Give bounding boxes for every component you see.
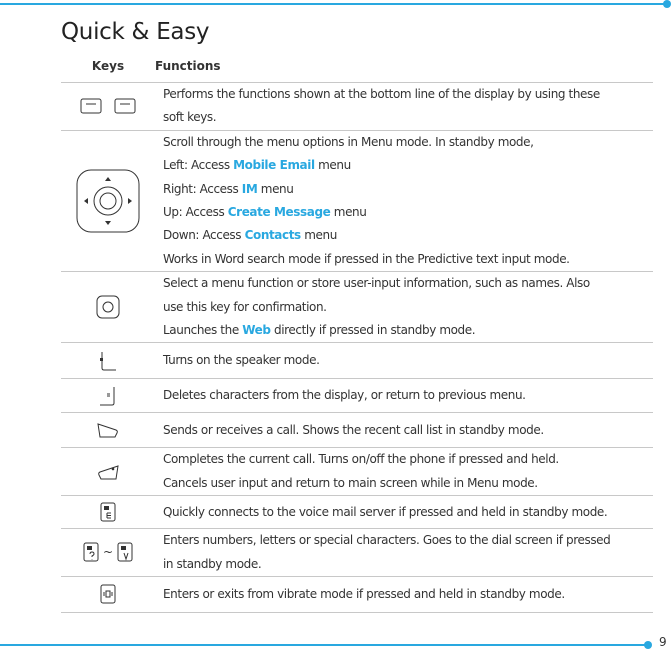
bottom-rule-dot	[644, 641, 652, 649]
function-cell	[155, 413, 653, 448]
function-text-line	[163, 83, 653, 106]
function-text: Deletes characters from the display, or return to previous menu.	[163, 388, 526, 403]
function-text-line	[163, 178, 653, 201]
function-text-line	[163, 529, 653, 552]
function-text-line	[163, 272, 653, 295]
function-text: Left: Access	[163, 158, 234, 173]
function-text: directly if pressed in standby mode.	[270, 323, 476, 338]
function-cell	[155, 496, 653, 529]
menu-name-highlight: Web	[242, 323, 271, 338]
functions-header: Functions	[155, 59, 221, 74]
key-cell	[61, 577, 155, 613]
voicemail-key-icon	[100, 505, 116, 519]
function-text: soft keys.	[163, 110, 217, 125]
function-text-line	[163, 501, 653, 524]
function-text: Enters numbers, letters or special characters. Goes to the dial screen if pressed	[163, 533, 611, 548]
end-key-icon	[97, 464, 119, 478]
function-text: Cancels user input and return to main screen while in Menu mode.	[163, 475, 538, 490]
function-text-line	[163, 201, 653, 224]
function-cell	[155, 343, 653, 379]
function-text: Right: Access	[163, 181, 242, 196]
function-text: Completes the current call. Turns on/off the phone if pressed and held.	[163, 452, 559, 467]
function-text: Works in Word search mode if pressed in the Predictive text input mode.	[163, 251, 570, 266]
function-text: Launches the	[163, 323, 243, 338]
table-row	[61, 496, 653, 529]
table-row	[61, 413, 653, 448]
function-cell	[155, 272, 653, 343]
function-text-line	[163, 419, 653, 442]
key-cell	[61, 413, 155, 448]
function-text-line	[163, 154, 653, 177]
top-rule	[0, 3, 667, 5]
table-row	[61, 130, 653, 271]
vibrate-key-icon	[100, 587, 116, 601]
function-text-line	[163, 106, 653, 129]
function-text: Select a menu function or store user-input information, such as names. Also	[163, 276, 590, 291]
function-text: Up: Access	[163, 205, 228, 220]
page-number: 9	[659, 635, 667, 649]
function-text: Enters or exits from vibrate mode if pressed and held in standby mode.	[163, 586, 565, 601]
key-cell	[61, 83, 155, 131]
table-row	[61, 529, 653, 577]
menu-name-highlight: Create Message	[227, 205, 331, 220]
function-text-line	[163, 131, 653, 154]
top-rule-dot	[663, 0, 671, 8]
function-cell	[155, 130, 653, 271]
function-text-line	[163, 296, 653, 319]
function-text-line	[163, 384, 653, 407]
key-cell	[61, 343, 155, 379]
navigation-keys-icon	[75, 194, 141, 208]
table-row	[61, 577, 653, 613]
function-cell	[155, 83, 653, 131]
table-row	[61, 272, 653, 343]
table-row	[61, 379, 653, 413]
function-text: menu	[314, 158, 351, 173]
function-text: menu	[257, 181, 294, 196]
key-cell	[61, 272, 155, 343]
function-text-line	[163, 319, 653, 342]
menu-name-highlight: Contacts	[244, 228, 301, 243]
alphanumeric-start-icon	[83, 545, 99, 559]
speaker-key-icon	[99, 353, 117, 367]
function-text: in standby mode.	[163, 556, 262, 571]
function-text-line	[163, 224, 653, 247]
function-cell	[155, 379, 653, 413]
send-key-icon	[97, 423, 119, 437]
key-cell	[61, 529, 155, 577]
keys-functions-table	[61, 52, 653, 613]
function-text: Performs the functions shown at the bottom line of the display by using these	[163, 87, 600, 101]
table-row	[61, 83, 653, 131]
function-text: Turns on the speaker mode.	[163, 353, 320, 368]
page-title: Quick & Easy	[61, 19, 210, 45]
function-text: Sends or receives a call. Shows the recent call list in standby mode.	[163, 422, 544, 437]
function-text: Down: Access	[163, 228, 245, 243]
bottom-rule	[0, 644, 648, 646]
menu-name-highlight: IM	[241, 181, 258, 196]
function-text-line	[163, 553, 653, 576]
key-cell	[61, 379, 155, 413]
alphanumeric-end-icon	[117, 545, 133, 559]
function-text-line	[163, 349, 653, 372]
range-separator: ~	[102, 544, 114, 559]
function-text: menu	[330, 205, 367, 220]
clear-key-icon	[99, 388, 117, 402]
key-cell	[61, 130, 155, 271]
function-text: Quickly connects to the voice mail server if pressed and held in standby mode.	[163, 504, 608, 519]
function-text: use this key for confirmation.	[163, 299, 327, 314]
ok-key-icon	[96, 300, 120, 314]
function-text-line	[163, 448, 653, 471]
function-text: menu	[300, 228, 337, 243]
function-cell	[155, 577, 653, 613]
function-text: Scroll through the menu options in Menu mode. In standby mode,	[163, 134, 534, 149]
table-row	[61, 343, 653, 379]
function-cell	[155, 448, 653, 496]
keys-header: Keys	[91, 59, 125, 74]
function-text-line	[163, 472, 653, 495]
table-row	[61, 448, 653, 496]
function-cell	[155, 529, 653, 577]
key-cell	[61, 448, 155, 496]
menu-name-highlight: Mobile Email	[233, 158, 315, 173]
function-text-line	[163, 583, 653, 606]
function-text-line	[163, 248, 653, 271]
table-header-row	[61, 52, 653, 83]
key-cell	[61, 496, 155, 529]
soft-keys-icon	[77, 99, 139, 113]
